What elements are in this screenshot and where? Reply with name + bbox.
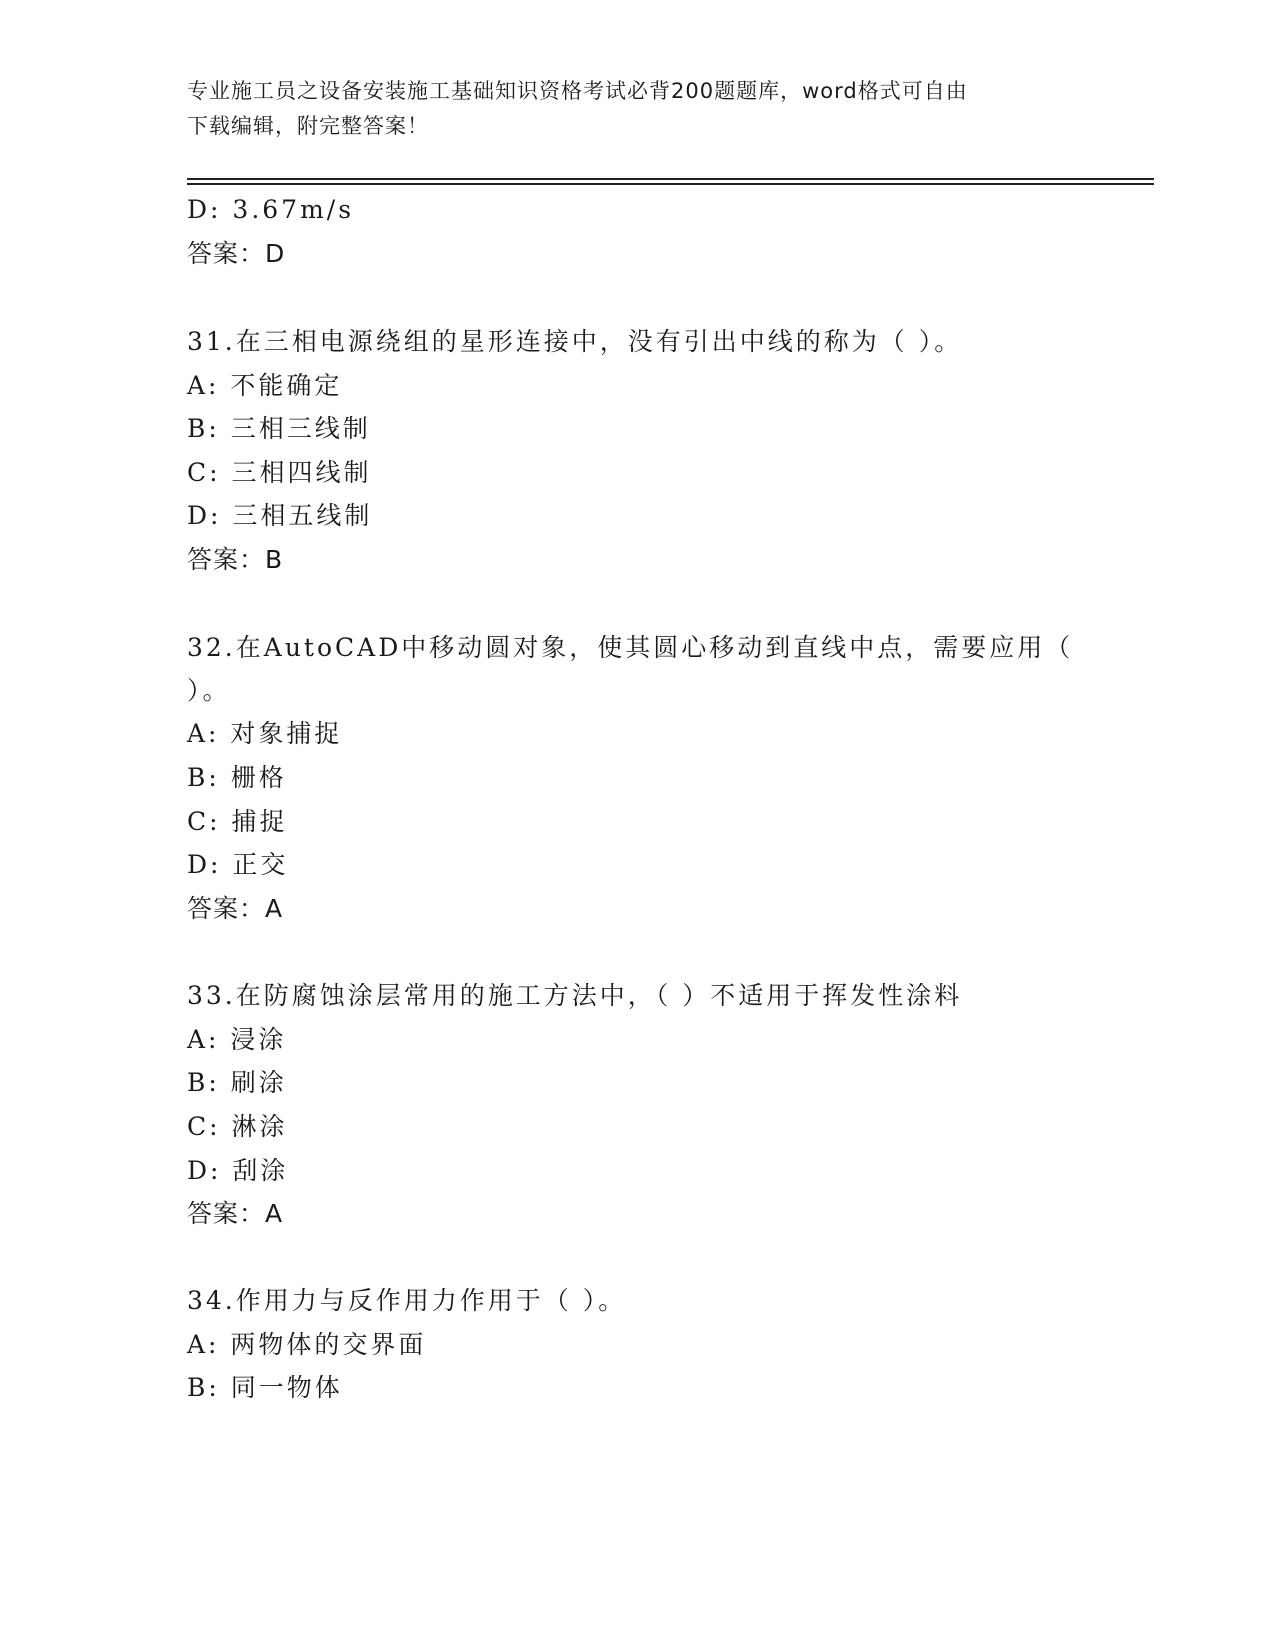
question-33-stem: 33.在防腐蚀涂层常用的施工方法中，（ ）不适用于挥发性涂料 [187,981,963,1010]
question-31-option-d: D: 三相五线制 [187,501,373,530]
question-33-option-a: A: 浸涂 [187,1025,287,1054]
question-32-stem-line-1: 32.在AutoCAD中移动圆对象，使其圆心移动到直线中点，需要应用（ [187,633,1074,662]
header-divider-top [187,178,1154,180]
option-d: D: 3.67m/s [187,195,355,224]
question-31-option-b: B: 三相三线制 [187,414,371,443]
question-32-option-b: B: 栅格 [187,763,287,792]
question-32-option-a: A: 对象捕捉 [187,719,343,748]
document-header [187,74,1087,144]
question-34-option-b: B: 同一物体 [187,1373,343,1402]
header-line-2: 下载编辑，附完整答案！ [187,114,429,138]
question-32-stem-line-2: ）。 [187,676,231,705]
question-32-answer: 答案：A [187,894,284,923]
question-33-answer: 答案：A [187,1199,284,1228]
question-33-option-c: C: 淋涂 [187,1112,288,1141]
question-31-option-a: A: 不能确定 [187,371,343,400]
question-33-option-b: B: 刷涂 [187,1068,287,1097]
question-31-stem: 31.在三相电源绕组的星形连接中，没有引出中线的称为（ ）。 [187,327,963,356]
header-divider-bottom [187,183,1154,185]
question-31-option-c: C: 三相四线制 [187,458,372,487]
header-line-1: 专业施工员之设备安装施工基础知识资格考试必背200题题库，word格式可自由 [187,79,968,103]
question-32-option-c: C: 捕捉 [187,807,288,836]
question-33-option-d: D: 刮涂 [187,1156,289,1185]
answer-label: 答案：D [187,239,286,268]
question-34-option-a: A: 两物体的交界面 [187,1330,427,1359]
question-32-option-d: D: 正交 [187,850,289,879]
question-34-stem: 34.作用力与反作用力作用于（ ）。 [187,1286,627,1315]
question-31-answer: 答案：B [187,545,284,574]
